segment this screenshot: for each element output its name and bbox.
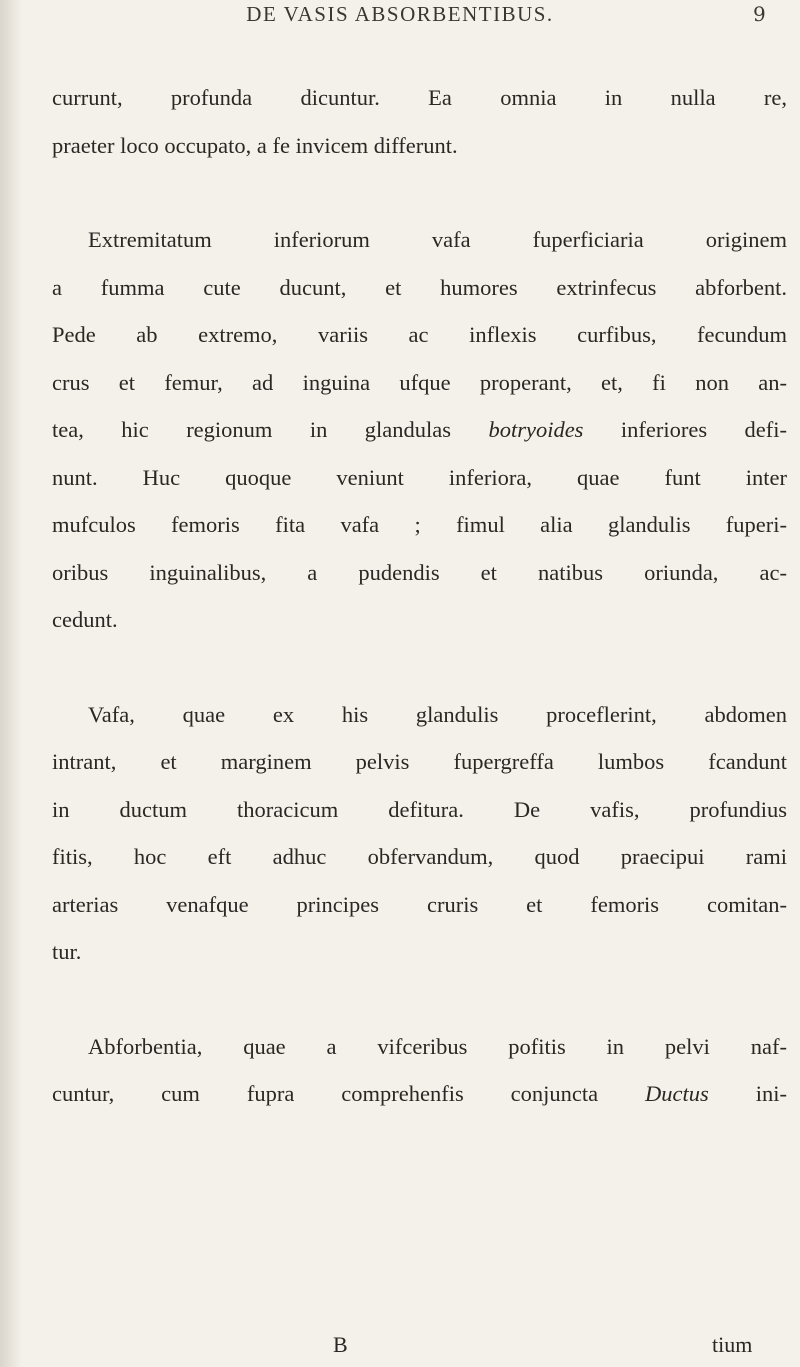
text-line: arterias venafque principes cruris et femoris comitan- [52, 891, 787, 917]
text-line: cuntur, cum fupra comprehenfis conjuncta Ductus ini- [52, 1081, 787, 1106]
running-title: DE VASIS ABSORBENTIBUS. [246, 2, 554, 26]
text-line: Vafa, quae ex his glandulis proceflerint, abdomen [88, 701, 787, 727]
text-line: Abforbentia, quae a vifceribus pofitis in pelvi naf- [88, 1033, 787, 1059]
signature-mark: B [333, 1332, 348, 1357]
text-line: a fumma cute ducunt, et humores extrinfecus abforbent. [52, 274, 787, 300]
body-text [52, 74, 787, 1118]
text-line: mufculos femoris fita vafa ; fimul alia glandulis fuperi- [52, 512, 787, 537]
text-line: intrant, et marginem pelvis fupergreffa lumbos fcandunt [52, 749, 787, 774]
text-line: Pede ab extremo, variis ac inflexis curfibus, fecundum [52, 322, 787, 347]
text-line: Extremitatum inferiorum vafa fuperficiaria originem [88, 227, 787, 252]
page-mark: 9 [753, 2, 766, 26]
text-line: tea, hic regionum in glandulas botryoides inferiores defi- [52, 417, 787, 442]
text-line: crus et femur, ad inguina ufque properant, et, fi non an- [52, 369, 787, 395]
text-line: tur. [52, 939, 82, 964]
text-line: currunt, profunda dicuntur. Ea omnia in nulla re, [52, 85, 787, 110]
text-line: nunt. Huc quoque veniunt inferiora, quae funt inter [52, 464, 787, 490]
text-line: fitis, hoc eft adhuc obfervandum, quod praecipui rami [52, 844, 787, 869]
catchword: tium [712, 1332, 753, 1357]
text-line: cedunt. [52, 607, 118, 632]
text-line: praeter loco occupato, a fe invicem differunt. [52, 132, 458, 158]
page-gutter-shadow [0, 0, 22, 1367]
text-line: in ductum thoracicum defitura. De vafis, profundius [52, 796, 787, 822]
text-line: oribus inguinalibus, a pudendis et natibus oriunda, ac- [52, 559, 787, 585]
